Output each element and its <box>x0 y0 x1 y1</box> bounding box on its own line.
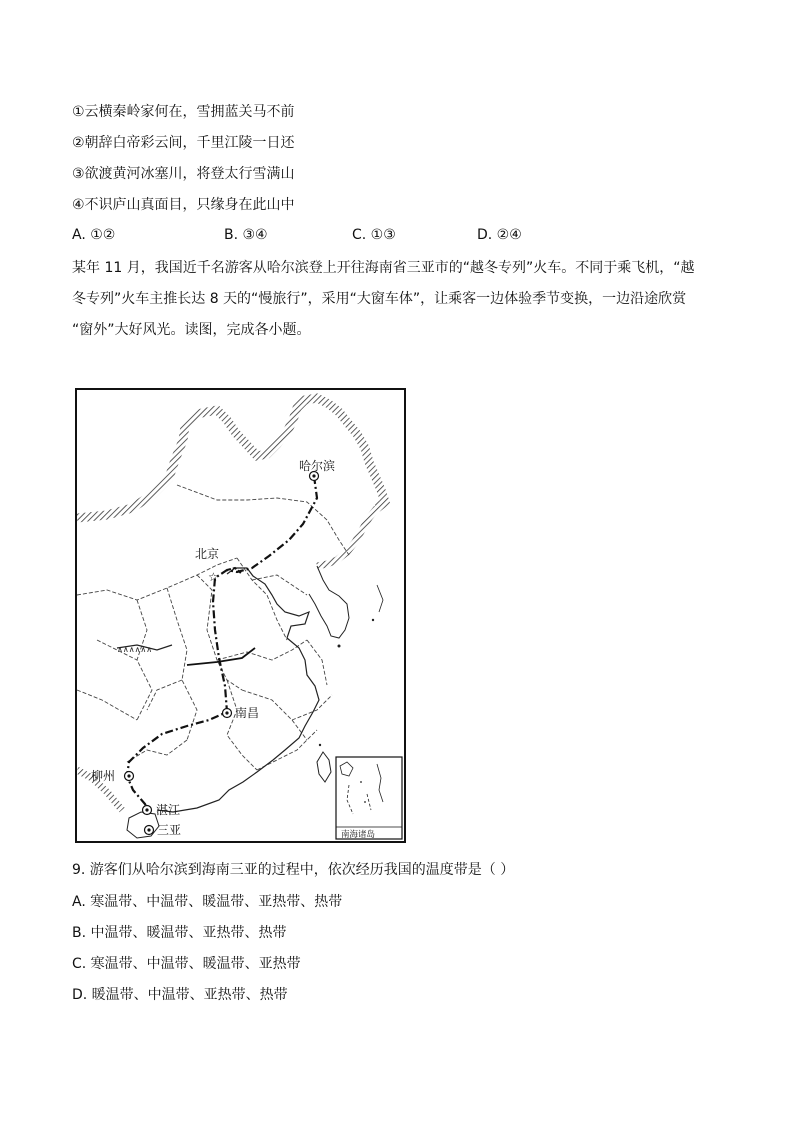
passage-line-1: 某年 11 月，我国近千名游客从哈尔滨登上开往海南省三亚市的“越冬专列”火车。不同于乘飞机，“越 <box>72 260 695 276</box>
city-marker-liuzhou <box>125 772 134 781</box>
map-svg <box>77 390 404 841</box>
previous-choices <box>72 227 732 247</box>
japan-hint <box>377 585 383 612</box>
passage-line-3: “窗外”大好风光。读图，完成各小题。 <box>72 322 311 338</box>
province-boundaries <box>77 485 349 770</box>
city-marker-sanya <box>145 826 154 835</box>
korean-peninsula <box>309 566 349 638</box>
passage-line-2: 冬专列”火车主推长达 8 天的“慢旅行”，采用“大窗车体”，让乘客一边体验季节变换，一边沿途欣赏 <box>72 291 687 307</box>
svg-text:☆: ☆ <box>208 570 219 584</box>
question-choice-b: B. 中温带、暖温带、亚热带、热带 <box>72 925 287 941</box>
label-harbin: 哈尔滨 <box>299 459 336 473</box>
taiwan-island <box>317 752 331 782</box>
hainan-island <box>127 812 159 838</box>
passage <box>72 253 732 346</box>
question-choice-a: A. 寒温带、中温带、暖温带、亚热带、热带 <box>72 894 343 910</box>
railway-route <box>127 476 317 812</box>
question-choice-d: D. 暖温带、中温带、亚热带、热带 <box>72 987 288 1003</box>
city-marker-beijing <box>208 570 219 584</box>
city-marker-zhanjiang <box>143 806 152 815</box>
label-nanchang: 南昌 <box>235 706 260 720</box>
question-stem: 9. 游客们从哈尔滨到海南三亚的过程中，依次经历我国的温度带是（ ） <box>72 862 515 878</box>
coastline <box>157 568 319 812</box>
poem-line-2: ②朝辞白帝彩云间，千里江陵一日还 <box>72 135 295 151</box>
label-liuzhou: 柳州 <box>91 769 116 783</box>
choice-a: A. ①② <box>72 227 116 243</box>
label-sanya: 三亚 <box>157 823 182 837</box>
label-beijing: 北京 <box>195 547 220 561</box>
route-map <box>75 388 406 843</box>
choice-b: B. ③④ <box>224 227 268 243</box>
city-marker-nanchang <box>223 709 232 718</box>
choice-d: D. ②④ <box>477 227 522 243</box>
poem-line-3: ③欲渡黄河冰塞川，将登太行雪满山 <box>72 166 295 182</box>
south-china-sea-inset <box>336 757 402 840</box>
wall-marks: ∧∧∧∧∧∧ <box>117 645 153 654</box>
poem-line-4: ④不识庐山真面目，只缘身在此山中 <box>72 197 295 213</box>
border-northeast <box>317 508 377 566</box>
label-zhanjiang: 湛江 <box>156 803 181 817</box>
choice-c: C. ①③ <box>352 227 396 243</box>
inset-label: 南海诸岛 <box>341 830 376 840</box>
poem-line-1: ①云横秦岭家何在，雪拥蓝关马不前 <box>72 104 295 120</box>
question-choice-c: C. 寒温带、中温带、暖温带、亚热带 <box>72 956 301 972</box>
